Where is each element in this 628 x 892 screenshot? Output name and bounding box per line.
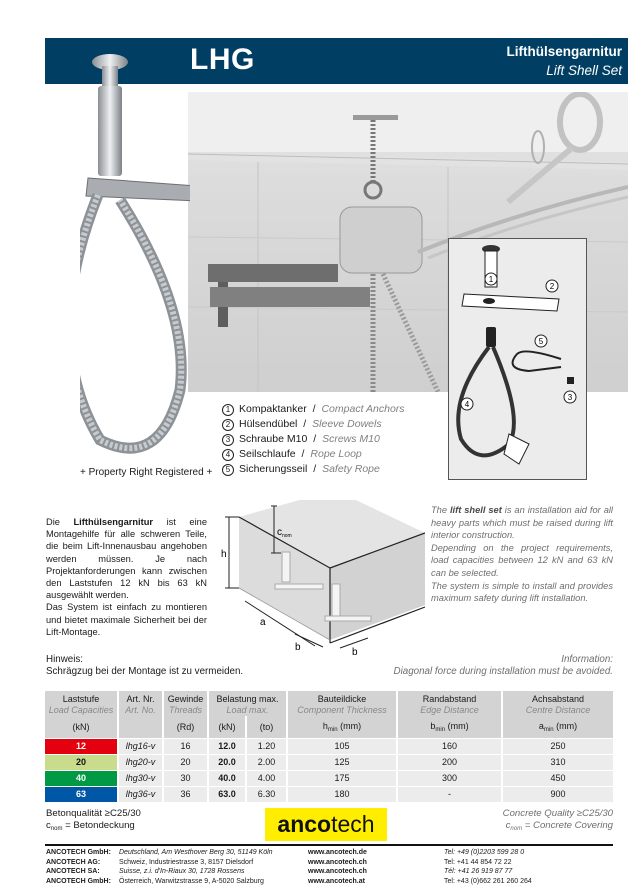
part-name-en: Rope Loop [310, 448, 362, 460]
contact-address: Österreich, Warwitzstrasse 9, A-5020 Salzburg [119, 877, 264, 885]
header-edge-distance: Randabstand Edge Distance [397, 691, 502, 716]
ancotech-logo: anco tech [265, 808, 387, 841]
unit-amin: $a_{min}$ (mm) [502, 716, 613, 738]
contact-website[interactable]: www.ancotech.ch [308, 868, 367, 875]
load-to-cell: 2.00 [246, 754, 287, 770]
load-cell: 40 [45, 770, 118, 786]
load-to-cell: 1.20 [246, 738, 287, 754]
table-row [45, 786, 613, 802]
description-en-p1: The lift shell set is an installation aid for all heavy parts which must be raised during lift interior construction. [431, 505, 613, 541]
description-en-p3: The system is simple to install and provides maximum safety during lift installation. [431, 580, 613, 604]
load-to-cell: 6.30 [246, 786, 287, 802]
centre-distance-cell: 900 [502, 786, 613, 802]
thickness-cell: 125 [287, 754, 397, 770]
thread-cell: 30 [163, 770, 208, 786]
part-name-de: Sicherungsseil [239, 463, 308, 475]
contact-company: ANCOTECH SA: [46, 868, 100, 875]
load-cell: 12 [45, 738, 118, 754]
table-row [45, 770, 613, 786]
centre-distance-cell: 250 [502, 738, 613, 754]
contact-phone: Tel: +41 44 854 72 22 [444, 858, 512, 866]
thickness-cell: 175 [287, 770, 397, 786]
header-threads: Gewinde Threads [163, 691, 208, 716]
thread-cell: 36 [163, 786, 208, 802]
contact-phone: Tél: +41 26 919 87 77 [444, 868, 513, 875]
product-name-bold-en: lift shell set [449, 505, 502, 515]
page-title: LHG [190, 43, 255, 76]
parts-list-item: 3 Schraube M10 / Screws M10 [222, 432, 405, 447]
part-name-en: Screws M10 [322, 433, 380, 445]
header-load-max: Belastung max. Load max. [208, 691, 287, 716]
unit-hmin: $h_{min}$ (mm) [287, 716, 397, 738]
contact-website[interactable]: www.ancotech.at [308, 877, 365, 885]
contact-company: ANCOTECH GmbH: [46, 849, 111, 856]
load-to-cell: 4.00 [246, 770, 287, 786]
load-kn-cell: 40.0 [208, 770, 246, 786]
number-circle-icon: 1 [222, 404, 234, 416]
description-en [431, 504, 613, 605]
diagram-label-h: h [221, 549, 227, 560]
header-load-capacity: Laststufe Load Capacities [45, 691, 118, 716]
description-de-p2: Das System ist einfach zu montieren und bietet maximale Sicherheit bei der Lift-Montage. [46, 602, 207, 637]
number-circle-icon: 5 [222, 464, 234, 476]
art-no-cell: lhg20-v [118, 754, 163, 770]
contacts [46, 848, 594, 886]
header-centre-distance: Achsabstand Centre Distance [502, 691, 613, 716]
contact-address: Suisse, z.i. d'In-Riaux 30, 1728 Rossens [119, 868, 245, 875]
part-name-en: Compact Anchors [321, 403, 405, 415]
thickness-cell: 105 [287, 738, 397, 754]
description-de [46, 516, 207, 638]
svg-text:3: 3 [567, 393, 573, 402]
dimension-diagram [215, 500, 425, 660]
load-kn-cell: 20.0 [208, 754, 246, 770]
hint-text-en: Diagonal force during installation must be avoided. [393, 666, 613, 677]
contact-phone: Tel: +49 (0)2203 599 28 0 [444, 849, 525, 856]
thread-cell: 20 [163, 754, 208, 770]
contact-website[interactable]: www.ancotech.ch [308, 858, 367, 866]
parts-list [222, 402, 405, 477]
part-name-de: Hülsendübel [239, 418, 298, 430]
parts-drawing [449, 239, 585, 478]
svg-text:4: 4 [464, 400, 470, 409]
hint-title-en: Information: [561, 654, 613, 665]
contact-row [46, 858, 594, 868]
hint-text-de: Schrägzug bei der Montage ist zu vermeiden. [46, 666, 244, 677]
parts-list-item: 1 Kompaktanker / Compact Anchors [222, 402, 405, 417]
contact-phone: Tel: +43 (0)662 261 260 264 [444, 877, 532, 885]
edge-distance-cell: 200 [397, 754, 502, 770]
art-no-cell: lhg30-v [118, 770, 163, 786]
part-name-de: Kompaktanker [239, 403, 307, 415]
centre-distance-cell: 450 [502, 770, 613, 786]
concrete-note-en: Concrete Quality ≥C25/30 $c_{nom}$ = Concrete Covering [502, 808, 613, 832]
header-art-no: Art. Nr. Art. No. [118, 691, 163, 716]
contact-website[interactable]: www.ancotech.de [308, 849, 367, 856]
thread-cell: 16 [163, 738, 208, 754]
contact-company: ANCOTECH GmbH: [46, 877, 111, 885]
thickness-cell: 180 [287, 786, 397, 802]
part-name-en: Safety Rope [322, 463, 380, 475]
diagram-label-b1: b [295, 642, 301, 653]
diagram-label-b2: b [352, 647, 358, 658]
footer-divider [45, 844, 613, 846]
table-row [45, 754, 613, 770]
diagram-label-a: a [260, 617, 266, 628]
edge-distance-cell: 160 [397, 738, 502, 754]
svg-text:5: 5 [538, 337, 544, 346]
number-circle-icon: 4 [222, 449, 234, 461]
svg-text:1: 1 [488, 275, 494, 284]
parts-list-item: 4 Seilschlaufe / Rope Loop [222, 447, 405, 462]
unit-bmin: $b_{min}$ (mm) [397, 716, 502, 738]
description-de-p1: Die Lifthülsengarnitur ist eine Montagehilfe für alle schweren Teile, die beim Lift-Innenausbau angehoben werden müssen. Je nach Projektanforderungen kann zwischen den Laststufen 12 kN bis 63 kN ausgewählt werden. [46, 517, 207, 601]
number-circle-icon: 2 [222, 419, 234, 431]
anchor-product-image [80, 50, 190, 460]
load-cell: 20 [45, 754, 118, 770]
load-cell: 63 [45, 786, 118, 802]
contact-row [46, 848, 594, 858]
hint-title-de: Hinweis: [46, 654, 84, 665]
parts-inset-drawing [448, 238, 587, 480]
part-name-de: Seilschlaufe [239, 448, 296, 460]
property-right-note: + Property Right Registered + [80, 467, 213, 478]
subtitle-de: Lifthülsengarnitur [506, 44, 622, 59]
unit-load-kn: (kN) [208, 716, 246, 738]
part-name-de: Schraube M10 [239, 433, 308, 445]
svg-text:2: 2 [549, 282, 555, 291]
contact-address: Deutschland, Am Westhover Berg 30, 51149 Köln [119, 849, 273, 856]
edge-distance-cell: 300 [397, 770, 502, 786]
art-no-cell: lhg36-v [118, 786, 163, 802]
parts-list-item: 5 Sicherungsseil / Safety Rope [222, 462, 405, 477]
load-kn-cell: 63.0 [208, 786, 246, 802]
unit-rd: (Rd) [163, 716, 208, 738]
part-name-en: Sleeve Dowels [312, 418, 382, 430]
load-kn-cell: 12.0 [208, 738, 246, 754]
contact-address: Schweiz, Industriestrasse 3, 8157 Dielsdorf [119, 858, 254, 866]
product-name-bold: Lifthülsengarnitur [73, 517, 154, 527]
centre-distance-cell: 310 [502, 754, 613, 770]
art-no-cell: lhg16-v [118, 738, 163, 754]
contact-row [46, 877, 594, 887]
concrete-note-de: Betonqualität ≥C25/30 $c_{nom}$ = Betondeckung [46, 808, 141, 832]
number-circle-icon: 3 [222, 434, 234, 446]
description-en-p2: Depending on the project requirements, load capacities between 12 kN and 63 kN can be selected. [431, 542, 613, 578]
contact-company: ANCOTECH AG: [46, 858, 101, 866]
edge-distance-cell: - [397, 786, 502, 802]
unit-empty [118, 716, 163, 738]
table-row [45, 738, 613, 754]
unit-load-to: (to) [246, 716, 287, 738]
contact-row [46, 867, 594, 877]
diagram-label-c: $c_{nom}$ [277, 527, 292, 539]
spec-table [45, 691, 613, 802]
subtitle-en: Lift Shell Set [546, 63, 622, 78]
unit-kn: (kN) [45, 716, 118, 738]
header-component-thickness: Bauteildicke Component Thickness [287, 691, 397, 716]
parts-list-item: 2 Hülsendübel / Sleeve Dowels [222, 417, 405, 432]
